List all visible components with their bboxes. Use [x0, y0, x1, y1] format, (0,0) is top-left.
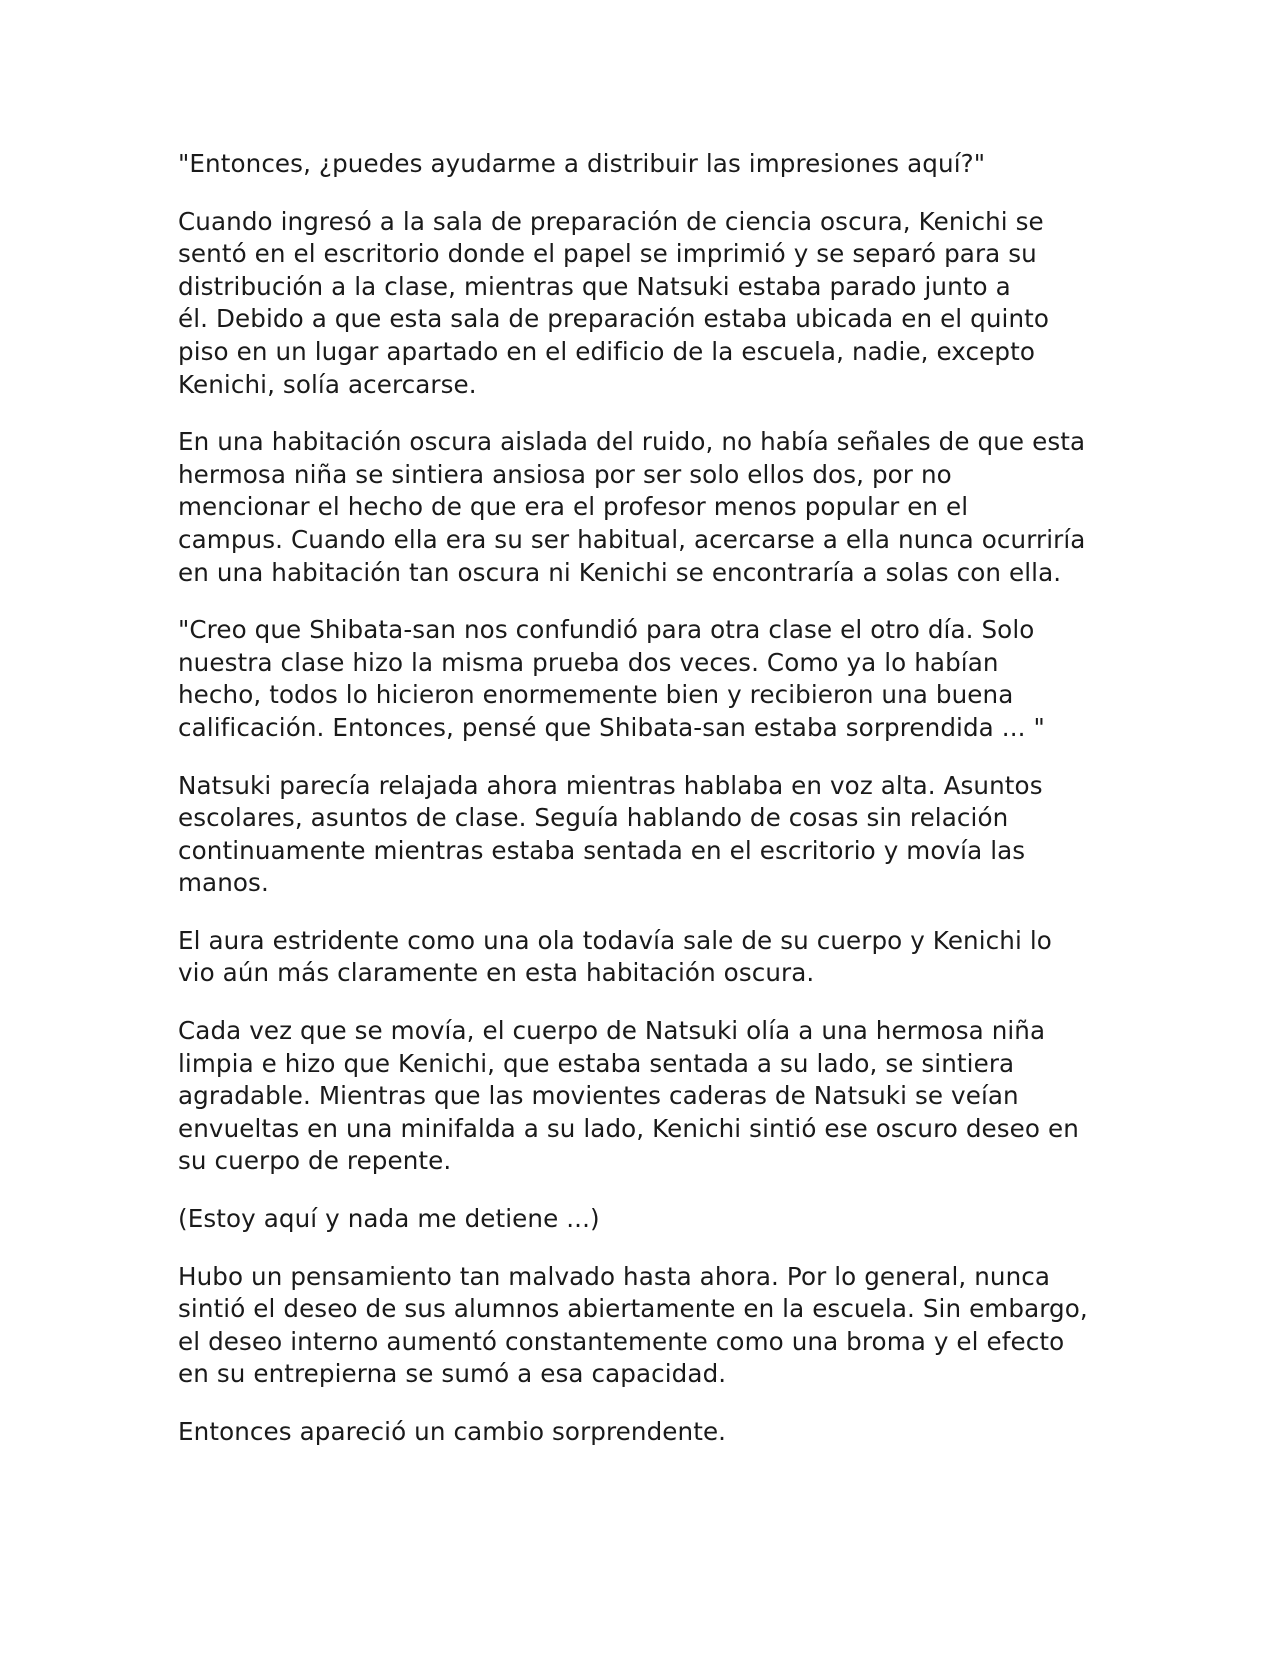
- paragraph: Hubo un pensamiento tan malvado hasta ahora. Por lo general, nunca sintió el deseo de sus alumnos abiertamente en la escuela. Sin embargo, el deseo interno aumentó constantemente como una broma y el efecto en su entrepierna se sumó a esa capacidad.: [178, 1261, 1088, 1389]
- paragraph: Natsuki parecía relajada ahora mientras hablaba en voz alta. Asuntos escolares, asuntos de clase. Seguía hablando de cosas sin relación continuamente mientras estaba sentada en el escritorio y movía las manos.: [178, 770, 1043, 898]
- paragraph: En una habitación oscura aislada del ruido, no había señales de que esta hermosa niña se sintiera ansiosa por ser solo ellos dos, por no mencionar el hecho de que era el profesor menos popular en el campus. Cuando ella era su ser habitual, acercarse a ella nunca ocurriría en una habitación tan oscura ni Kenichi se encontraría a solas con ella.: [178, 427, 1086, 587]
- paragraph-closing: Entonces apareció un cambio sorprendente.: [178, 1417, 727, 1446]
- document-body: [178, 148, 1118, 1474]
- paragraph: Cada vez que se movía, el cuerpo de Natsuki olía a una hermosa niña limpia e hizo que Kenichi, que estaba sentada a su lado, se sintiera agradable. Mientras que las movientes caderas de Natsuki se veían envueltas en una minifalda a su lado, Kenichi sintió ese oscuro deseo en su cuerpo de repente.: [178, 1016, 1079, 1176]
- paragraph-thought: (Estoy aquí y nada me detiene ...): [178, 1204, 600, 1234]
- paragraph: El aura estridente como una ola todavía sale de su cuerpo y Kenichi lo vio aún más claramente en esta habitación oscura.: [178, 925, 1052, 988]
- paragraph: Cuando ingresó a la sala de preparación de ciencia oscura, Kenichi se sentó en el escritorio donde el papel se imprimió y se separó para su distribución a la clase, mientras que Natsuki estaba parado junto a él. Debido a que esta sala de preparación estaba ubicada en el quinto piso en un lugar apartado en el edificio de la escuela, nadie, excepto Kenichi, solía acercarse.: [178, 206, 1050, 399]
- paragraph-dialogue-request: "Entonces, ¿puedes ayudarme a distribuir las impresiones aquí?": [178, 149, 986, 178]
- paragraph-dialogue: "Creo que Shibata-san nos confundió para otra clase el otro día. Solo nuestra clase hizo la misma prueba dos veces. Como ya lo habían hecho, todos lo hicieron enormemente bien y recibieron una buena calificación. Entonces, pensé que Shibata-san estaba sorprendida ... ": [178, 615, 1045, 742]
